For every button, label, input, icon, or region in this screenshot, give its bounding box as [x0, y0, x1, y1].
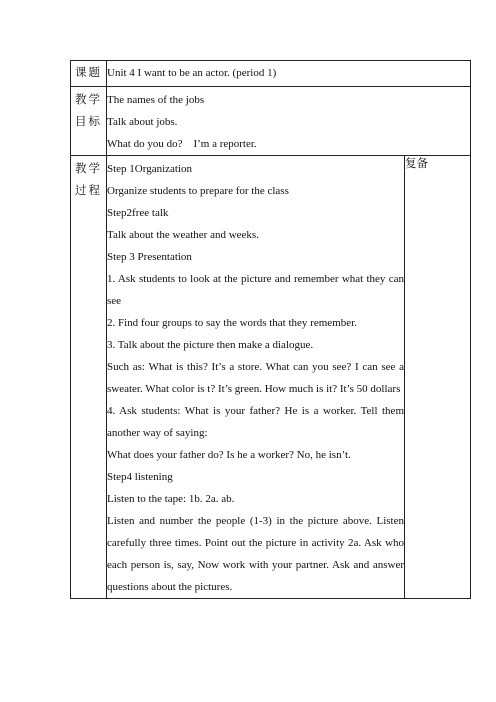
goals-label-line-1: 教学: [75, 94, 102, 106]
title-value: Unit 4 I want to be an actor. (period 1): [107, 61, 471, 87]
step-text: Talk about the weather and weeks.: [107, 229, 259, 241]
step-text: Listen to the tape: 1b. 2a. ab.: [107, 493, 235, 505]
step-text: Organize students to prepare for the class: [107, 185, 289, 197]
process-label: [71, 156, 107, 599]
step-text: Listen and number the people (1-3) in the picture above. Listen carefully three times. Point out the picture in activity 2a. Ask who each person is, say, Now work with your partner. Ask and answer questions about the pictures.: [107, 515, 404, 593]
process-label-line-1: 教学: [75, 163, 102, 175]
step-heading: Step4 listening: [107, 471, 173, 483]
goals-label-line-2: 目标: [75, 116, 102, 128]
title-row: [71, 61, 471, 87]
goal-line: The names of the jobs: [107, 94, 205, 106]
step-text: 2. Find four groups to say the words that they remember.: [107, 317, 357, 329]
step-text: What does your father do? Is he a worker? No, he isn’t.: [107, 449, 351, 461]
step-text: 3. Talk about the picture then make a dialogue.: [107, 339, 314, 351]
step-heading: Step 1Organization: [107, 163, 193, 175]
step-text: 4. Ask students: What is your father? He is a worker. Tell them another way of saying:: [107, 405, 404, 439]
revision-note: 复备: [405, 156, 471, 599]
goals-row: [71, 87, 471, 156]
lesson-plan-table: [70, 60, 471, 599]
step-text: Such as: What is this? It’s a store. What can you see? I can see a sweater. What color is t? It’s green. How much is it? It’s 50 dollars: [107, 361, 404, 395]
process-content: [107, 156, 405, 599]
step-heading: Step2free talk: [107, 207, 169, 219]
goals-content: [107, 87, 471, 156]
process-label-line-2: 过程: [75, 185, 102, 197]
step-text: 1. Ask students to look at the picture and remember what they can see: [107, 273, 404, 307]
process-row: [71, 156, 471, 599]
goals-label: [71, 87, 107, 156]
title-label: 课题: [71, 61, 107, 87]
goal-line: What do you do? I’m a reporter.: [107, 138, 257, 150]
goal-line: Talk about jobs.: [107, 116, 178, 128]
step-heading: Step 3 Presentation: [107, 251, 192, 263]
